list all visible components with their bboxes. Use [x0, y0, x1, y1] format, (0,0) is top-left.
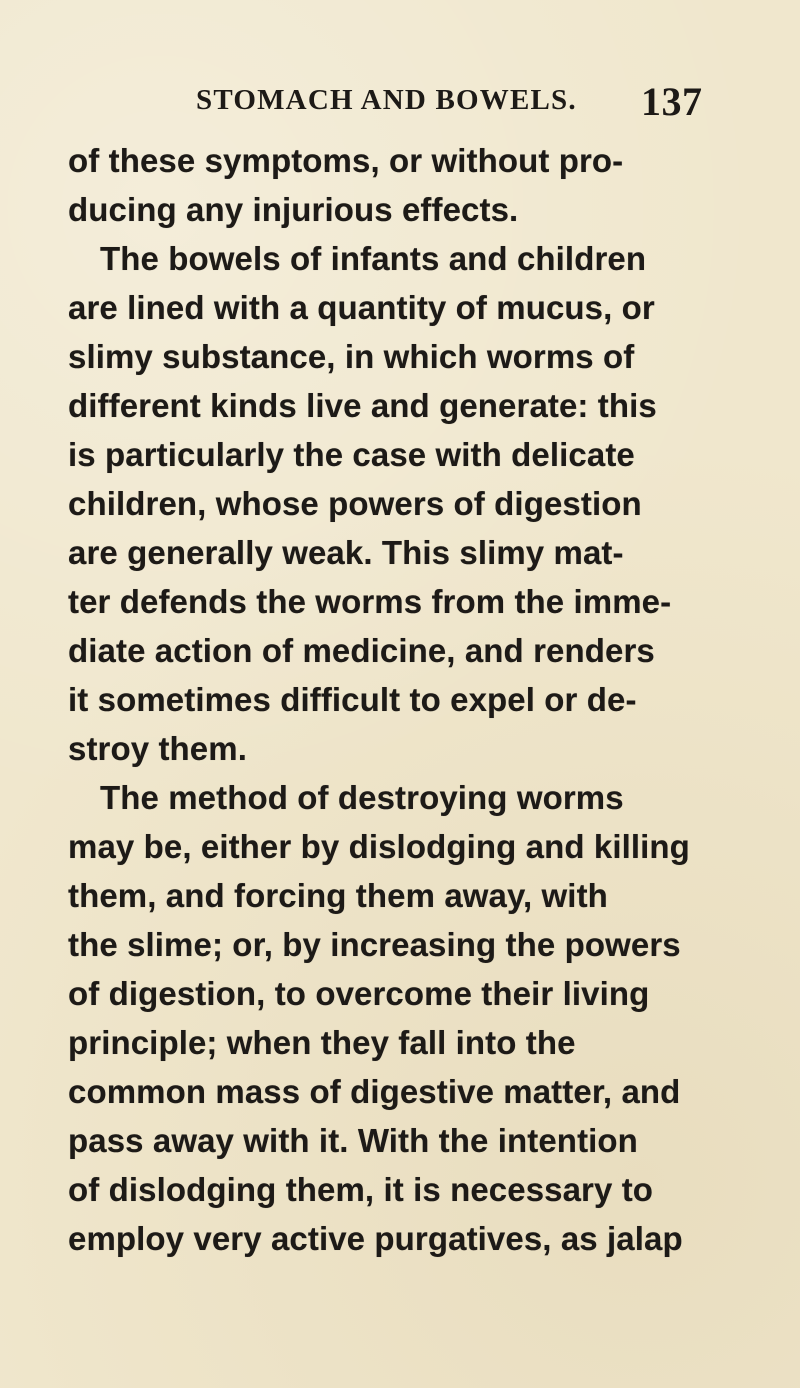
- body-text: [68, 139, 738, 1279]
- text-line: of digestion, to overcome their living: [68, 975, 650, 1012]
- text-line: ter defends the worms from the imme-: [68, 583, 672, 620]
- text-line: diate action of medicine, and renders: [68, 632, 655, 669]
- running-header: [196, 78, 716, 122]
- page-number: 137: [641, 79, 703, 124]
- text-line: children, whose powers of digestion: [68, 485, 642, 522]
- text-line: of these symptoms, or without pro-: [68, 142, 624, 179]
- text-line: is particularly the case with delicate: [68, 436, 635, 473]
- text-line: common mass of digestive matter, and: [68, 1073, 681, 1110]
- running-title: STOMACH AND BOWELS.: [196, 84, 577, 116]
- text-line: may be, either by dislodging and killing: [68, 828, 690, 865]
- text-line: are lined with a quantity of mucus, or: [68, 289, 655, 326]
- text-line: slimy substance, in which worms of: [68, 338, 635, 375]
- paragraph-start-line: The bowels of infants and children: [100, 240, 647, 277]
- text-line: the slime; or, by increasing the powers: [68, 926, 681, 963]
- text-line: ducing any injurious effects.: [68, 191, 519, 228]
- text-line: are generally weak. This slimy mat-: [68, 534, 624, 571]
- text-line: it sometimes difficult to expel or de-: [68, 681, 637, 718]
- text-line: stroy them.: [68, 730, 247, 767]
- text-line: of dislodging them, it is necessary to: [68, 1171, 654, 1208]
- text-line: pass away with it. With the intention: [68, 1122, 638, 1159]
- text-line: them, and forcing them away, with: [68, 877, 608, 914]
- text-line: different kinds live and generate: this: [68, 387, 657, 424]
- paragraph-start-line: The method of destroying worms: [100, 779, 624, 816]
- text-line: employ very active purgatives, as jalap: [68, 1220, 683, 1257]
- text-line: principle; when they fall into the: [68, 1024, 576, 1061]
